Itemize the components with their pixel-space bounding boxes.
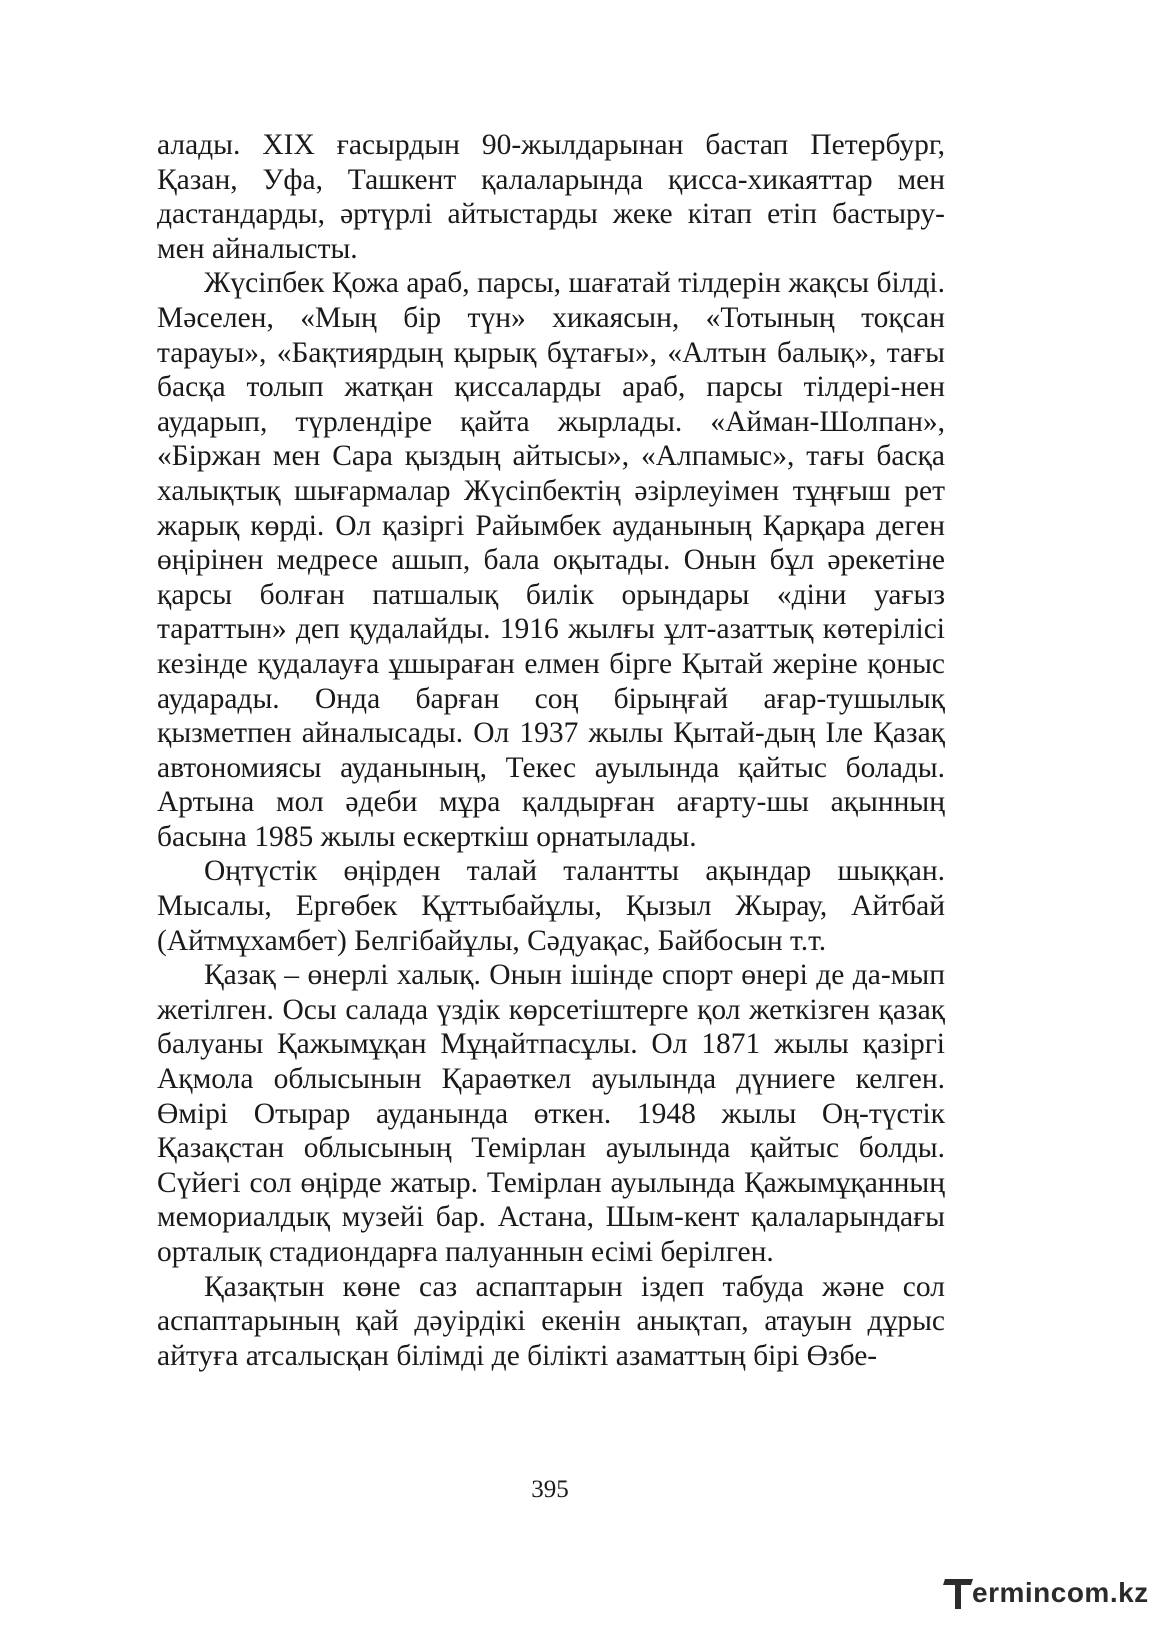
paragraph-3: Оңтүстік өңірден талай талантты ақындар шыққан. Мысалы, Ергөбек Құттыбайұлы, Қызыл Жырау, Айтбай (Айтмұхамбет) Белгібайұлы, Сәдуақас, Байбосын т.т.: [157, 855, 945, 957]
page-body: [157, 128, 945, 1373]
paragraph-4: Қазақ – өнерлі халық. Онын ішінде спорт өнері де да-мып жетілген. Осы салада үздік көрсетіштерге қол жеткізген қазақ балуаны Қажымұқан Мұңайтпасұлы. Ол 1871 жылы қазіргі Ақмола облысынын Қараөткел ауылында дүниеге келген. Өмірі Отырар ауданында өткен. 1948 жылы Оң-түстік Қазақстан облысының Темірлан ауылында қайтыс болды. Сүйегі сол өңірде жатыр. Темірлан ауылында Қажымұқанның мемориалдық музейі бар. Астана, Шым-кент қалаларындағы орталық стадиондарға палуаннын есімі берілген.: [157, 959, 945, 1268]
paragraph-2: Жүсіпбек Қожа араб, парсы, шағатай тілдерін жақсы білді. Мәселен, «Мың бір түн» хикаясын, «Тотының тоқсан тарауы», «Бақтиярдың қырық бұтағы», «Алтын балық», тағы басқа толып жатқан қиссаларды араб, парсы тілдері-нен аударып, түрлендіре қайта жырлады. «Айман-Шолпан», «Біржан мен Сара қыздың айтысы», «Алпамыс», тағы басқа халықтық шығармалар Жүсіпбектің әзірлеуімен тұңғыш рет жарық көрді. Ол қазіргі Райымбек ауданының Қарқара деген өңірінен медресе ашып, бала оқытады. Онын бұл әрекетіне қарсы болған патшалық билік орындары «діни уағыз тараттын» деп қудалайды. 1916 жылғы ұлт-азаттық көтерілісі кезінде қудалауға ұшыраған елмен бірге Қытай жеріне қоныс аударады. Онда барған соң бірыңғай ағар-тушылық қызметпен айналысады. Ол 1937 жылы Қытай-дың Іле Қазақ автономиясы ауданының, Текес ауылында қайтыс болады. Артына мол әдеби мұра қалдырған ағарту-шы ақынның басына 1985 жылы ескерткіш орнатылады.: [157, 267, 945, 853]
logo-t-icon: [944, 1577, 972, 1609]
paragraph-1: алады. XIX ғасырдын 90-жылдарынан бастап Петербург, Қазан, Уфа, Ташкент қалаларында қисса-хикаяттар мен дастандарды, әртүрлі айтыстарды жеке кітап етіп бастыру-мен айналысты.: [157, 129, 945, 265]
site-logo: [944, 1573, 1149, 1613]
page-number: 395: [531, 1476, 569, 1503]
logo-text: ermincom.kz: [972, 1577, 1149, 1608]
paragraph-5: Қазақтын көне саз аспаптарын іздеп табуда және сол аспаптарының қай дәуірдікі екенін анықтап, атауын дұрыс айтуға атсалысқан білімді де білікті азаматтың бірі Өзбе-: [157, 1270, 945, 1372]
